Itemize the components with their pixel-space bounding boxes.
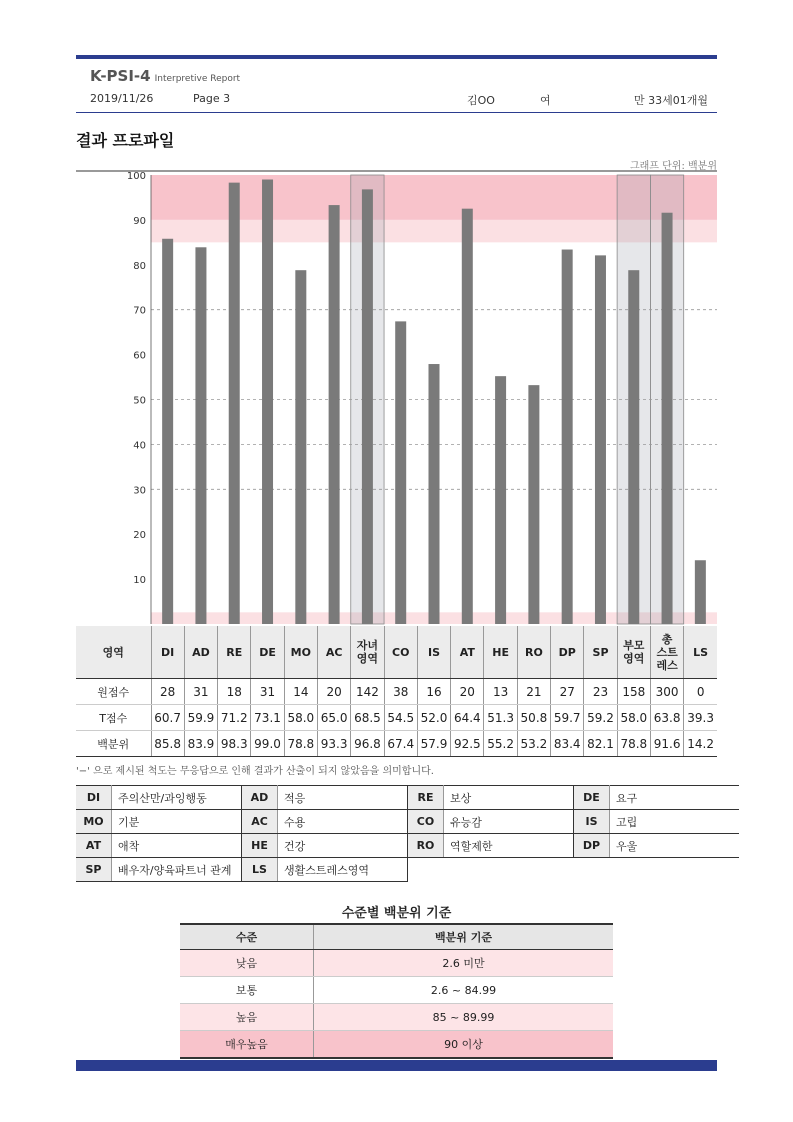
missing-note: '−' 으로 제시된 척도는 무응답으로 인해 결과가 산출이 되지 않았음을 의미합니다. <box>76 766 434 777</box>
row-label: 백분위 <box>76 731 151 757</box>
score-cell: 31 <box>184 679 217 705</box>
score-cell: 55.2 <box>484 731 517 757</box>
levels-title: 수준별 백분위 기준 <box>341 906 452 921</box>
score-cell: 67.4 <box>384 731 417 757</box>
client-age: 만 33세01개월 <box>634 94 708 107</box>
level-name: 낮음 <box>180 950 314 977</box>
y-tick-label: 40 <box>133 440 146 452</box>
score-cell: 23 <box>584 679 617 705</box>
glossary-code: DE <box>574 786 610 810</box>
score-cell: 59.9 <box>184 705 217 731</box>
scale-header: AD <box>184 626 217 679</box>
glossary-code: AT <box>76 834 112 858</box>
score-cell: 59.2 <box>584 705 617 731</box>
glossary-code: SP <box>76 858 112 882</box>
scale-header: DE <box>251 626 284 679</box>
level-row <box>180 950 613 977</box>
levels-table <box>180 923 613 1059</box>
score-cell: 58.0 <box>284 705 317 731</box>
bar-IS <box>429 364 440 624</box>
score-cell: 57.9 <box>417 731 450 757</box>
score-cell: 92.5 <box>451 731 484 757</box>
score-cell: 91.6 <box>650 731 683 757</box>
y-tick-label: 100 <box>126 171 146 182</box>
bar-AC <box>329 205 340 624</box>
score-cell: 0 <box>684 679 717 705</box>
glossary-code: IS <box>574 810 610 834</box>
glossary-code: RE <box>408 786 444 810</box>
score-cell: 68.5 <box>351 705 384 731</box>
score-cell: 21 <box>517 679 550 705</box>
score-cell: 65.0 <box>317 705 350 731</box>
score-cell: 93.3 <box>317 731 350 757</box>
client-name: 김OO <box>467 94 495 107</box>
score-cell: 99.0 <box>251 731 284 757</box>
level-name: 매우높음 <box>180 1031 314 1059</box>
score-row <box>76 679 717 705</box>
bar-CO <box>395 321 406 624</box>
score-cell: 98.3 <box>218 731 251 757</box>
score-cell: 51.3 <box>484 705 517 731</box>
glossary-desc: 생활스트레스영역 <box>278 858 408 882</box>
glossary-desc: 유능감 <box>444 810 574 834</box>
report-logo: K-PSI-4 Interpretive Report <box>90 67 241 85</box>
bar-부모영역 <box>628 270 639 624</box>
glossary-desc: 수용 <box>278 810 408 834</box>
scale-header: RO <box>517 626 550 679</box>
bar-DI <box>162 239 173 624</box>
score-cell: 83.4 <box>551 731 584 757</box>
glossary-code: DP <box>574 834 610 858</box>
glossary-desc: 애착 <box>112 834 242 858</box>
bar-자녀영역 <box>362 189 373 624</box>
score-cell: 63.8 <box>650 705 683 731</box>
scale-header: 총 스트 레스 <box>650 626 683 679</box>
score-row <box>76 731 717 757</box>
bar-SP <box>595 255 606 624</box>
glossary-row <box>76 786 739 810</box>
y-tick-label: 90 <box>133 215 146 227</box>
score-cell: 20 <box>317 679 350 705</box>
glossary-code: AC <box>242 810 278 834</box>
levels-header: 수준 <box>180 924 314 950</box>
score-cell: 300 <box>650 679 683 705</box>
bar-AT <box>462 209 473 624</box>
score-cell: 50.8 <box>517 705 550 731</box>
level-range: 85 ~ 89.99 <box>314 1004 614 1031</box>
bar-DP <box>562 250 573 624</box>
scale-header: DI <box>151 626 184 679</box>
glossary-desc: 보상 <box>444 786 574 810</box>
report-date: 2019/11/26 <box>90 92 154 105</box>
y-tick-label: 20 <box>133 530 146 542</box>
glossary-desc: 고립 <box>610 810 740 834</box>
score-cell: 16 <box>417 679 450 705</box>
score-cell: 52.0 <box>417 705 450 731</box>
score-cell: 58.0 <box>617 705 650 731</box>
score-cell: 13 <box>484 679 517 705</box>
score-cell: 82.1 <box>584 731 617 757</box>
section-title: 결과 프로파일 <box>76 131 175 150</box>
score-cell: 38 <box>384 679 417 705</box>
score-cell: 142 <box>351 679 384 705</box>
score-row <box>76 705 717 731</box>
glossary-table <box>76 785 739 882</box>
client-sex: 여 <box>540 94 551 107</box>
level-name: 보통 <box>180 977 314 1004</box>
y-tick-label: 70 <box>133 305 146 317</box>
scale-header: LS <box>684 626 717 679</box>
score-cell: 20 <box>451 679 484 705</box>
score-cell: 53.2 <box>517 731 550 757</box>
score-cell: 78.8 <box>617 731 650 757</box>
top-rule <box>76 55 717 59</box>
profile-chart <box>76 170 717 626</box>
glossary-desc: 배우자/양육파트너 관계 <box>112 858 242 882</box>
score-cell: 71.2 <box>218 705 251 731</box>
scale-header: AT <box>451 626 484 679</box>
glossary-row <box>76 810 739 834</box>
level-range: 2.6 ~ 84.99 <box>314 977 614 1004</box>
glossary-row <box>76 858 739 882</box>
glossary-code: CO <box>408 810 444 834</box>
glossary-code: HE <box>242 834 278 858</box>
glossary-desc: 건강 <box>278 834 408 858</box>
level-range: 2.6 미만 <box>314 950 614 977</box>
glossary-desc: 적응 <box>278 786 408 810</box>
bar-LS <box>695 560 706 624</box>
glossary-code: RO <box>408 834 444 858</box>
level-row <box>180 977 613 1004</box>
level-name: 높음 <box>180 1004 314 1031</box>
glossary-desc: 주의산만/과잉행동 <box>112 786 242 810</box>
score-cell: 59.7 <box>551 705 584 731</box>
scale-header: 자녀 영역 <box>351 626 384 679</box>
scale-header: IS <box>417 626 450 679</box>
score-cell: 31 <box>251 679 284 705</box>
scale-header: HE <box>484 626 517 679</box>
y-tick-label: 80 <box>133 260 146 272</box>
glossary-code: MO <box>76 810 112 834</box>
score-cell: 158 <box>617 679 650 705</box>
chart-unit-label: 그래프 단위: 백분위 <box>629 161 717 172</box>
bar-DE <box>262 179 273 624</box>
header-rule <box>76 112 717 113</box>
glossary-code: LS <box>242 858 278 882</box>
y-tick-label: 60 <box>133 350 146 362</box>
scale-header: AC <box>317 626 350 679</box>
bar-RO <box>528 385 539 624</box>
bar-AD <box>195 247 206 624</box>
bottom-rule <box>76 1060 717 1071</box>
scale-header: RE <box>218 626 251 679</box>
level-row <box>180 1031 613 1059</box>
score-cell: 64.4 <box>451 705 484 731</box>
glossary-desc: 기분 <box>112 810 242 834</box>
level-range: 90 이상 <box>314 1031 614 1059</box>
bar-RE <box>229 183 240 624</box>
row-label: 원점수 <box>76 679 151 705</box>
glossary-desc: 역할제한 <box>444 834 574 858</box>
level-row <box>180 1004 613 1031</box>
bar-MO <box>295 270 306 624</box>
levels-header: 백분위 기준 <box>314 924 614 950</box>
scale-header: MO <box>284 626 317 679</box>
scale-header: CO <box>384 626 417 679</box>
scale-header: 부모 영역 <box>617 626 650 679</box>
row-label: T점수 <box>76 705 151 731</box>
bar-총스트레스 <box>662 213 673 624</box>
y-tick-label: 10 <box>133 575 146 587</box>
glossary-desc: 요구 <box>610 786 740 810</box>
glossary-code: DI <box>76 786 112 810</box>
bar-HE <box>495 376 506 624</box>
score-cell: 39.3 <box>684 705 717 731</box>
score-cell: 28 <box>151 679 184 705</box>
glossary-code: AD <box>242 786 278 810</box>
area-header: 영역 <box>76 626 151 679</box>
score-cell: 83.9 <box>184 731 217 757</box>
score-cell: 14.2 <box>684 731 717 757</box>
scale-header: SP <box>584 626 617 679</box>
score-cell: 54.5 <box>384 705 417 731</box>
scale-header: DP <box>551 626 584 679</box>
glossary-row <box>76 834 739 858</box>
score-cell: 14 <box>284 679 317 705</box>
score-cell: 96.8 <box>351 731 384 757</box>
score-cell: 60.7 <box>151 705 184 731</box>
score-cell: 73.1 <box>251 705 284 731</box>
page-number: Page 3 <box>193 92 231 105</box>
glossary-desc: 우울 <box>610 834 740 858</box>
y-tick-label: 30 <box>133 485 146 497</box>
score-cell: 78.8 <box>284 731 317 757</box>
y-tick-label: 50 <box>133 395 146 407</box>
score-cell: 27 <box>551 679 584 705</box>
score-cell: 18 <box>218 679 251 705</box>
score-cell: 85.8 <box>151 731 184 757</box>
score-table <box>76 626 717 757</box>
